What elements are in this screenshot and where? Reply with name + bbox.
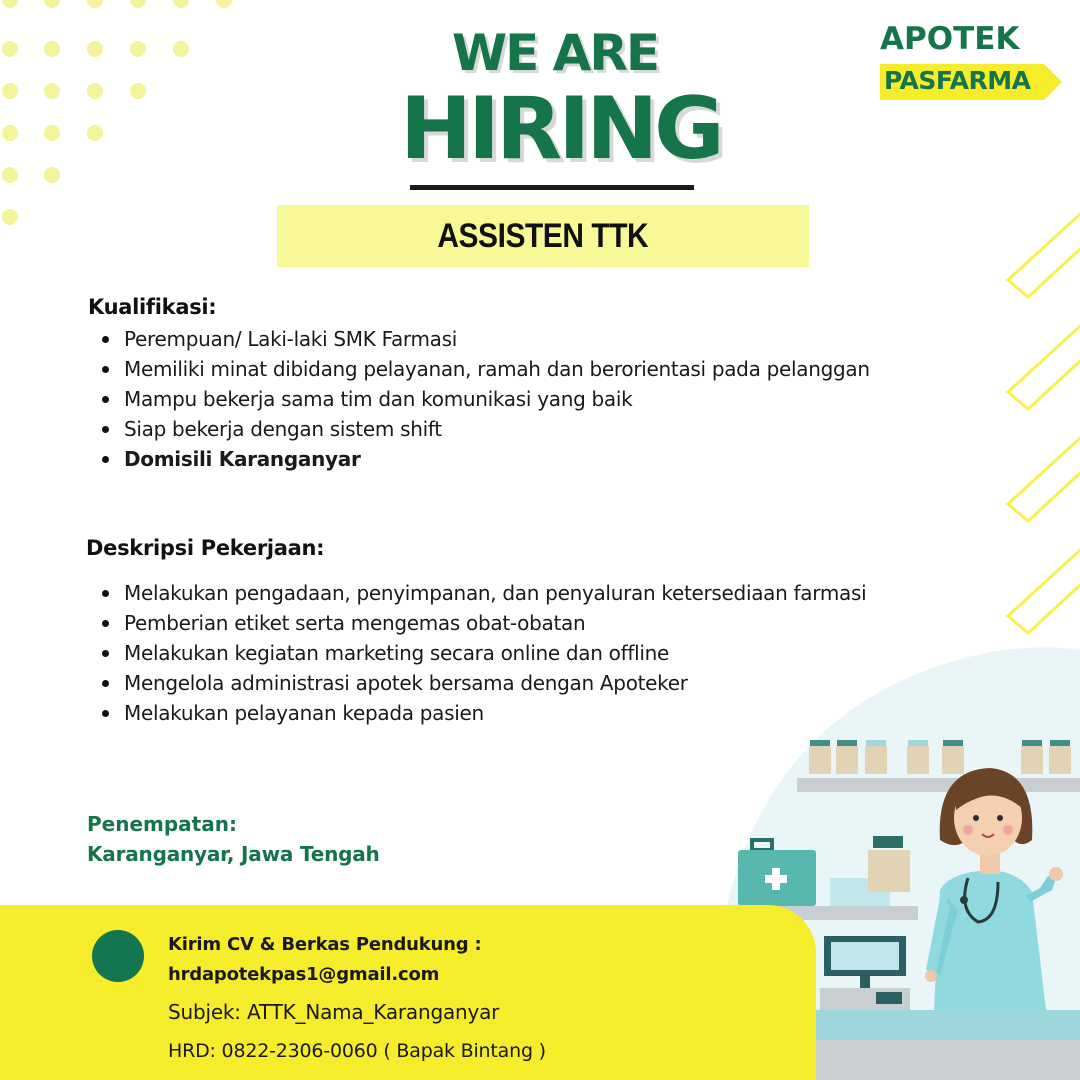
headline-divider [410, 185, 694, 190]
headline-hiring: HIRING [400, 79, 721, 179]
contact-email[interactable]: hrdapotekpas1@gmail.com [168, 964, 440, 985]
list-item: Mengelola administrasi apotek bersama dengan Apoteker [86, 668, 866, 698]
list-item: Melakukan pelayanan kepada pasien [86, 698, 866, 728]
list-item: Melakukan pengadaan, penyimpanan, dan penyaluran ketersediaan farmasi [86, 578, 866, 608]
apotek-pasfarma-logo [878, 21, 1063, 104]
logo-text-bottom: PASFARMA [884, 66, 1031, 95]
position-banner [277, 205, 809, 267]
position-title: ASSISTEN TTK [437, 216, 649, 255]
list-item: Perempuan/ Laki-laki SMK Farmasi [86, 324, 870, 354]
contact-phone: HRD: 0822-2306-0060 ( Bapak Bintang ) [168, 1040, 546, 1062]
job-description-heading: Deskripsi Pekerjaan: [86, 536, 325, 560]
logo-text-top: APOTEK [880, 21, 1020, 57]
list-item: Mampu bekerja sama tim dan komunikasi yang baik [86, 384, 870, 414]
decorative-stripes [990, 200, 1080, 640]
contact-instruction: Kirim CV & Berkas Pendukung : [168, 934, 482, 955]
footer-bullet-circle [92, 930, 144, 982]
list-item: Melakukan kegiatan marketing secara online dan offline [86, 638, 866, 668]
contact-subject: Subjek: ATTK_Nama_Karanganyar [168, 1000, 500, 1024]
placement-label: Penempatan: [87, 812, 237, 836]
qualifications-list [86, 324, 870, 474]
list-item: Domisili Karanganyar [86, 444, 870, 474]
qualifications-heading: Kualifikasi: [88, 295, 217, 319]
list-item: Memiliki minat dibidang pelayanan, ramah dan berorientasi pada pelanggan [86, 354, 870, 384]
placement-value: Karanganyar, Jawa Tengah [87, 842, 380, 866]
list-item: Siap bekerja dengan sistem shift [86, 414, 870, 444]
list-item: Pemberian etiket serta mengemas obat-obatan [86, 608, 866, 638]
headline-we-are: WE ARE [451, 24, 659, 82]
